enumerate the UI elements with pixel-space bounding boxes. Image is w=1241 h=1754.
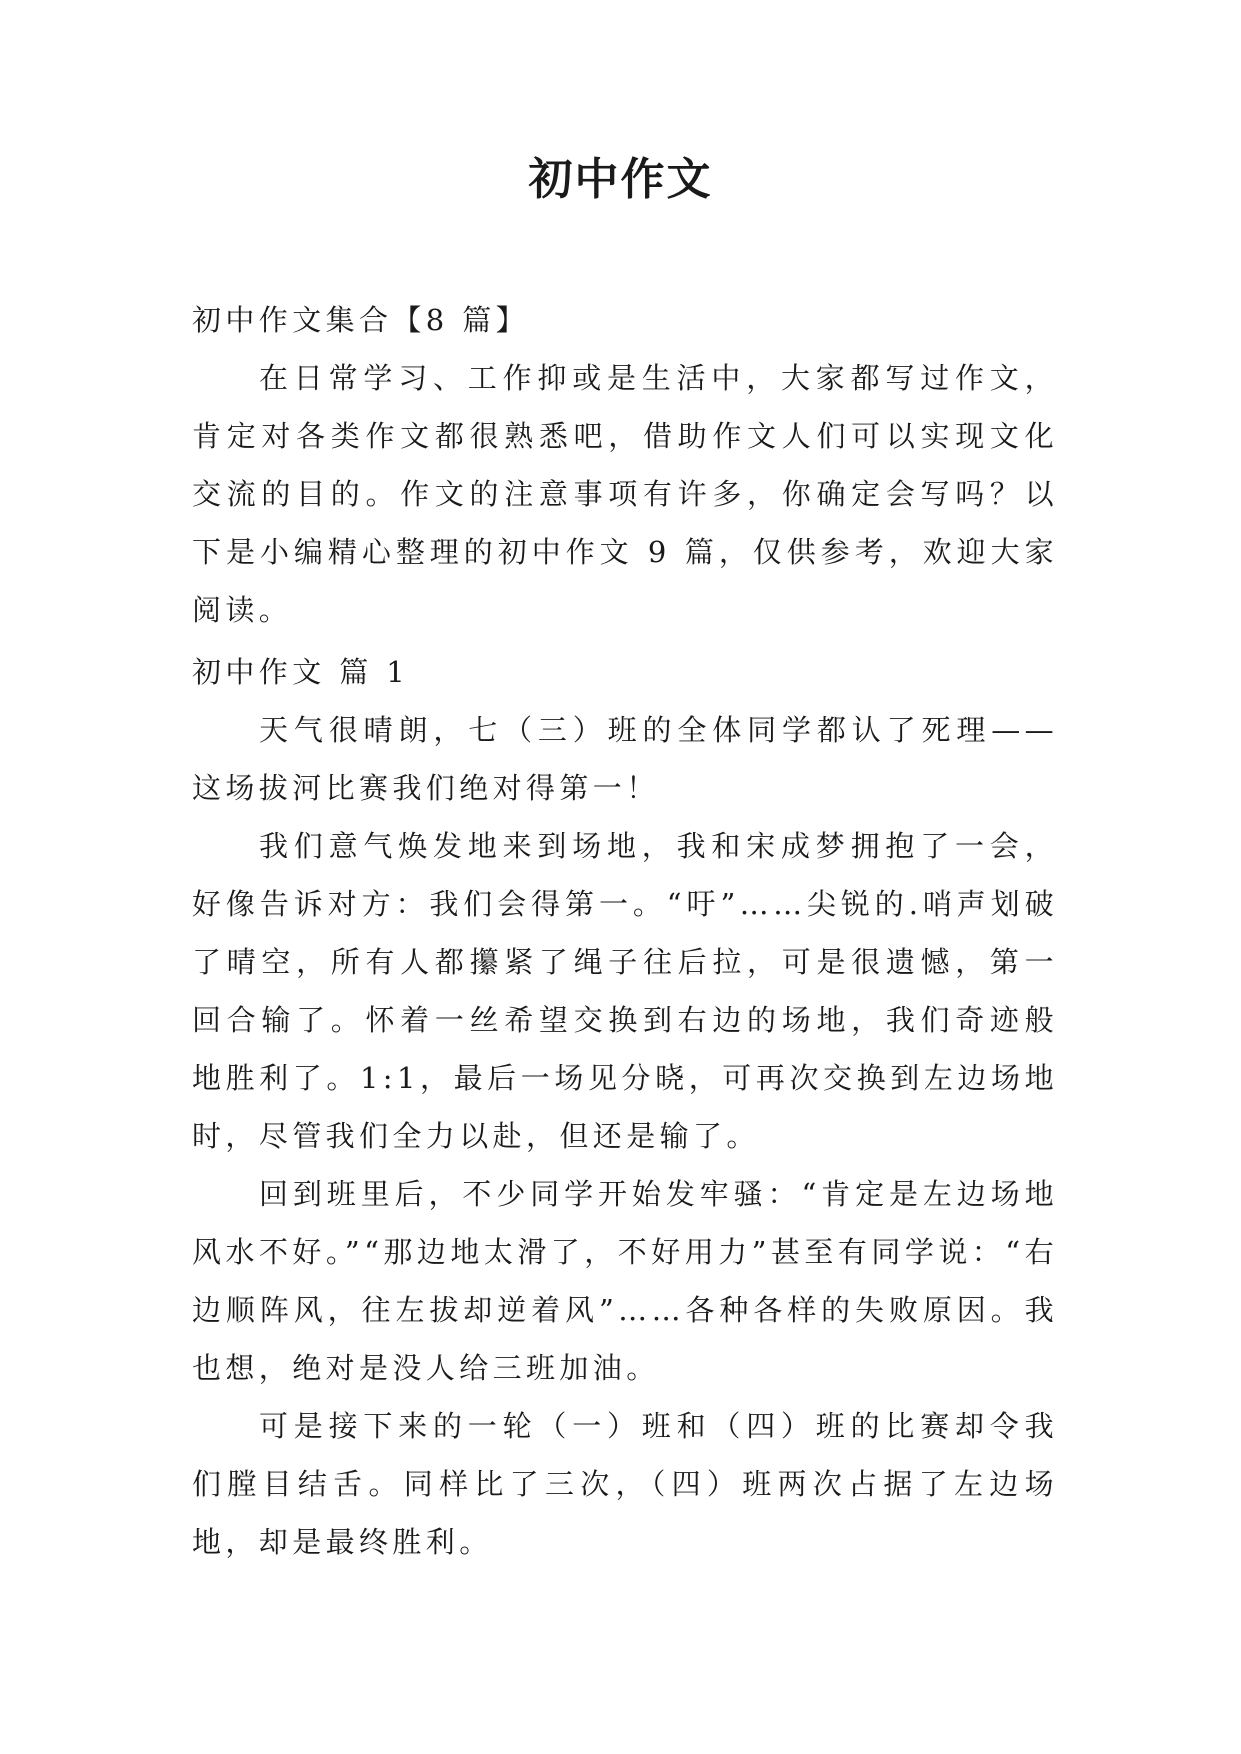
essay-paragraph: 回到班里后，不少同学开始发牢骚：“肯定是左边场地风水不好。”“那边地太滑了，不好用力”甚至有同学说：“右边顺阵风，往左拔却逆着风”……各种各样的失败原因。我也想，绝对是没人给三班加油。 xyxy=(192,1177,1058,1385)
essay-heading: 初中作文 篇 1 xyxy=(192,655,410,689)
intro-section xyxy=(192,291,1058,639)
essay-paragraph: 可是接下来的一轮（一）班和（四）班的比赛却令我们膛目结舌。同样比了三次，（四）班两次占据了左边场地，却是最终胜利。 xyxy=(192,1409,1058,1559)
essay-paragraph: 天气很晴朗，七（三）班的全体同学都认了死理——这场拔河比赛我们绝对得第一！ xyxy=(192,713,1058,805)
document-title: 初中作文 xyxy=(528,154,713,205)
essay-paragraph: 我们意气焕发地来到场地，我和宋成梦拥抱了一会，好像告诉对方：我们会得第一。“吁”……尖锐的.哨声划破了晴空，所有人都攥紧了绳子往后拉，可是很遗憾，第一回合输了。怀着一丝希望交换到右边的场地，我们奇迹般地胜利了。1:1，最后一场见分晓，可再次交换到左边场地时，尽管我们全力以赴，但还是输了。 xyxy=(192,829,1058,1153)
intro-paragraph: 在日常学习、工作抑或是生活中，大家都写过作文，肯定对各类作文都很熟悉吧，借助作文人们可以实现文化交流的目的。作文的注意事项有许多，你确定会写吗？以下是小编精心整理的初中作文 9 篇，仅供参考，欢迎大家阅读。 xyxy=(192,361,1058,627)
collection-heading: 初中作文集合【8 篇】 xyxy=(192,303,530,337)
essay-section xyxy=(192,643,1058,1571)
